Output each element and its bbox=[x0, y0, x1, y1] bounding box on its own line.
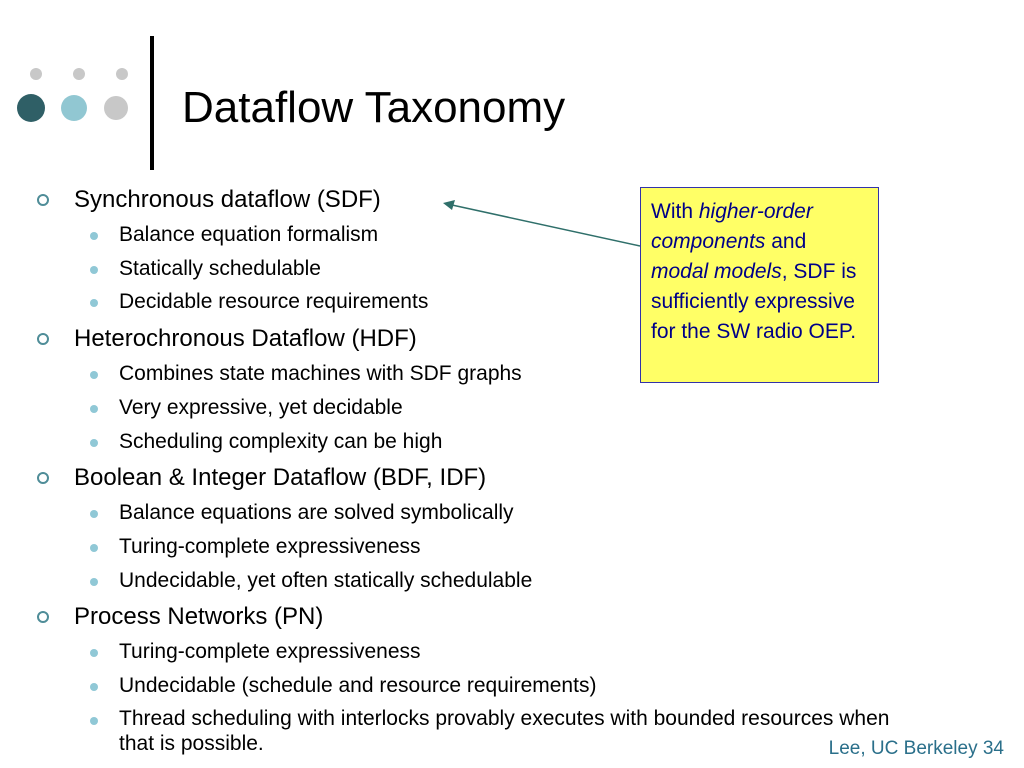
dot-bullet-icon bbox=[90, 232, 98, 240]
sub-bullet bbox=[119, 672, 596, 700]
sub-bullet-text: Turing-complete expressiveness bbox=[119, 535, 421, 558]
hollow-bullet-icon bbox=[37, 472, 49, 484]
sub-bullet-text: Undecidable, yet often statically schedulable bbox=[119, 569, 533, 592]
hollow-bullet-icon bbox=[37, 333, 49, 345]
dot-bullet-icon bbox=[90, 683, 98, 691]
callout-emphasis: higher-order components bbox=[651, 200, 813, 253]
sub-bullet bbox=[119, 394, 403, 422]
slide-title: Dataflow Taxonomy bbox=[182, 83, 566, 132]
callout-box bbox=[640, 187, 879, 383]
dot-bullet-icon bbox=[90, 717, 98, 725]
bullet-hdf bbox=[74, 324, 417, 354]
sub-bullet bbox=[119, 428, 442, 456]
callout-text: and bbox=[765, 230, 807, 253]
sub-bullet-text: Thread scheduling with interlocks provably executes with bounded resources when that is possible. bbox=[119, 707, 890, 755]
sub-bullet bbox=[119, 533, 421, 561]
dot-bullet-icon bbox=[90, 371, 98, 379]
slide-footer: Lee, UC Berkeley 34 bbox=[828, 738, 1004, 759]
sub-bullet bbox=[119, 638, 421, 666]
sub-bullet bbox=[119, 706, 899, 756]
dot-bullet-icon bbox=[90, 266, 98, 274]
hollow-bullet-icon bbox=[37, 194, 49, 206]
bullet-sdf bbox=[74, 185, 381, 215]
sub-bullet-text: Balance equation formalism bbox=[119, 223, 379, 246]
dot-bullet-icon bbox=[90, 578, 98, 586]
dot-bullet-icon bbox=[90, 649, 98, 657]
hollow-bullet-icon bbox=[37, 611, 49, 623]
bullet-text: Boolean & Integer Dataflow (BDF, IDF) bbox=[74, 464, 487, 491]
sub-bullet-text: Turing-complete expressiveness bbox=[119, 640, 421, 663]
bullet-text: Heterochronous Dataflow (HDF) bbox=[74, 325, 417, 352]
sub-bullet-text: Very expressive, yet decidable bbox=[119, 396, 403, 419]
dot-bullet-icon bbox=[90, 299, 98, 307]
dot-bullet-icon bbox=[90, 439, 98, 447]
sub-bullet-text: Balance equations are solved symbolically bbox=[119, 501, 514, 524]
sub-bullet bbox=[119, 360, 522, 388]
bullet-text: Synchronous dataflow (SDF) bbox=[74, 186, 381, 213]
dot-bullet-icon bbox=[90, 544, 98, 552]
callout-text: , SDF is sufficiently expressive for the SW radio OEP. bbox=[651, 260, 857, 343]
dot-bullet-icon bbox=[90, 405, 98, 413]
sub-bullet bbox=[119, 288, 428, 316]
sub-bullet-text: Scheduling complexity can be high bbox=[119, 430, 443, 453]
callout-emphasis: modal models bbox=[651, 260, 782, 283]
sub-bullet bbox=[119, 499, 514, 527]
sub-bullet bbox=[119, 255, 321, 283]
bullet-bdf-idf bbox=[74, 463, 486, 493]
dot-bullet-icon bbox=[90, 510, 98, 518]
sub-bullet-text: Undecidable (schedule and resource requirements) bbox=[119, 674, 597, 697]
callout-text: With bbox=[651, 200, 699, 223]
sub-bullet-text: Statically schedulable bbox=[119, 257, 321, 280]
sub-bullet-text: Combines state machines with SDF graphs bbox=[119, 362, 522, 385]
bullet-pn bbox=[74, 602, 323, 632]
sub-bullet-text: Decidable resource requirements bbox=[119, 290, 429, 313]
bullet-text: Process Networks (PN) bbox=[74, 603, 324, 630]
sub-bullet bbox=[119, 221, 378, 249]
sub-bullet bbox=[119, 567, 532, 595]
